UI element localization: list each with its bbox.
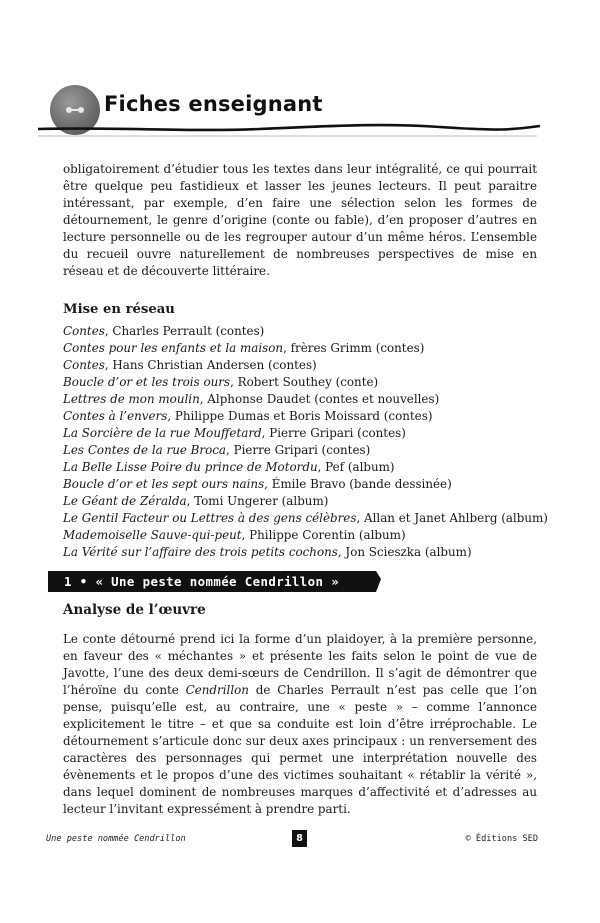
analysis-text-end: de Charles Perrault n’est pas celle que l’on pense, puisqu’elle est, au contraire, une « peste » – comme l’annonce explicitement le titre – et que sa conduite est loin d’être irréprochable. Le détournement s’articule donc sur deux axes principaux : un renversement des caractères des personnages qui permet une interprétation nouvelle des évènements et le propos d’une des victimes souhaitant « rétablir la vérité », dans lequel dominent de nombreuses marques d’affectivité et d’adresses au lecteur l’invitant expressément à prendre parti. — [63, 682, 537, 816]
reference-item — [63, 476, 537, 493]
reference-item — [63, 391, 537, 408]
header-wave-rule — [0, 108, 600, 142]
reference-author: , Émile Bravo (bande dessinée) — [264, 477, 452, 491]
reference-item — [63, 510, 548, 527]
reference-item — [63, 425, 537, 442]
reference-author: , Philippe Dumas et Boris Moissard (contes) — [167, 409, 433, 423]
footer-book-title: Une peste nommée Cendrillon — [46, 834, 186, 844]
reference-author: , Alphonse Daudet (contes et nouvelles) — [199, 392, 440, 406]
reference-author: , Jon Scieszka (album) — [337, 545, 472, 559]
reference-title: Contes — [63, 324, 105, 338]
reference-title: La Belle Lisse Poire du prince de Motordu — [63, 460, 318, 474]
reference-item — [63, 357, 537, 374]
analysis-paragraph — [63, 631, 537, 818]
footer-publisher: © Éditions SED — [465, 834, 538, 844]
reference-title: Le Gentil Facteur ou Lettres à des gens célèbres — [63, 511, 357, 525]
reference-title: Contes pour les enfants et la maison — [63, 341, 284, 355]
reference-author: , frères Grimm (contes) — [283, 341, 425, 355]
reference-item — [63, 442, 537, 459]
reference-title: La Sorcière de la rue Mouffetard — [63, 426, 262, 440]
intro-paragraph: obligatoirement d’étudier tous les textes dans leur intégralité, ce qui pourrait être quelque peu fastidieux et lasser les jeunes lecteurs. Il peut paraitre intéressant, par exemple, d’en faire une sélection selon les formes de détournement, le genre d’origine (conte ou fable), d’en proposer d’autres en lecture personnelle ou de les regrouper autour d’un même héros. L’ensemble du recueil ouvre naturellement de nombreuses perspectives de mise en réseau et de découverte littéraire. — [63, 162, 537, 278]
analysis-section — [63, 602, 537, 830]
reference-author: , Pierre Gripari (contes) — [261, 426, 406, 440]
page-header — [0, 0, 600, 150]
page-number: 8 — [292, 830, 307, 847]
reference-author: , Pierre Gripari (contes) — [226, 443, 371, 457]
reference-author: , Tomi Ungerer (album) — [186, 494, 329, 508]
header-title: Fiches enseignant — [104, 92, 323, 116]
reference-item — [63, 340, 537, 357]
reference-author: , Pef (album) — [317, 460, 395, 474]
reference-title: Boucle d’or et les trois ours — [63, 375, 231, 389]
reference-title: La Vérité sur l’affaire des trois petits cochons — [63, 545, 338, 559]
reference-title: Contes à l’envers — [63, 409, 168, 423]
reference-title: Boucle d’or et les sept ours nains — [63, 477, 265, 491]
reference-title: Les Contes de la rue Broca — [63, 443, 227, 457]
reference-list — [63, 323, 548, 561]
reference-author: , Philippe Corentin (album) — [241, 528, 406, 542]
mise-en-reseau-heading: Mise en réseau — [63, 302, 175, 317]
reference-title: Contes — [63, 358, 105, 372]
analysis-text-start: Le conte détourné prend ici la forme d’un plaidoyer, à la première personne, en faveur des « méchantes » et présente les faits selon le point de vue de Javotte, l’une des deux demi-sœurs de Cendrillon. Il s’agit de démontrer que l’héroïne du conte — [63, 631, 537, 697]
reference-item — [63, 544, 537, 561]
reference-item — [63, 408, 537, 425]
reference-item — [63, 323, 537, 340]
reference-author: , Hans Christian Andersen (contes) — [104, 358, 317, 372]
reference-title: Le Géant de Zéralda — [63, 494, 187, 508]
reference-item — [63, 493, 537, 510]
main-content — [63, 161, 548, 561]
analysis-text-title: Cendrillon — [185, 682, 249, 697]
reference-item — [63, 459, 537, 476]
reference-item — [63, 527, 537, 544]
chapter-title: 1 • « Une peste nommée Cendrillon » — [64, 574, 340, 589]
analysis-heading: Analyse de l’œuvre — [63, 602, 206, 618]
reference-item — [63, 374, 537, 391]
reference-title: Lettres de mon moulin — [63, 392, 200, 406]
reference-author: , Allan et Janet Ahlberg (album) — [356, 511, 548, 525]
reference-author: , Charles Perrault (contes) — [104, 324, 265, 338]
reference-title: Mademoiselle Sauve-qui-peut — [63, 528, 242, 542]
reference-author: , Robert Southey (conte) — [230, 375, 379, 389]
